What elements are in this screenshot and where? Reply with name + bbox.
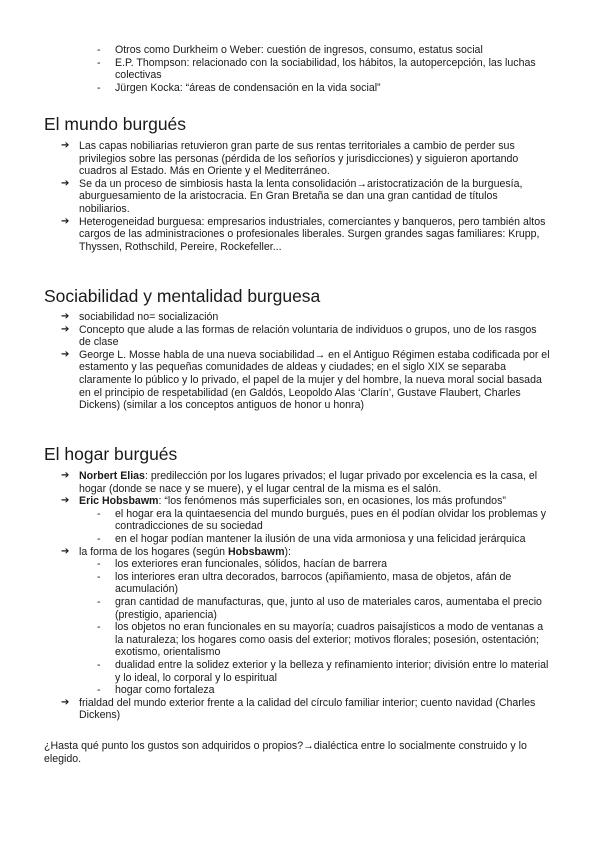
hogar-item-forma [0,546,550,559]
hogar-item-frialdad: ➔ frialdad del mundo exterior frente a la calidad del círculo familiar interior; cuento navidad (Charles Dickens) [0,697,550,722]
intro-dash-item: - E.P. Thompson: relacionado con la sociabilidad, los hábitos, la autopercepción, las luchas colectivas [0,57,550,82]
section-heading-mundo: El mundo burgués [44,114,187,134]
mundo-item: ➔ Se da un proceso de simbiosis hasta la lenta consolidación→aristocratización de la burguesía, aburguesamiento de la aristocracia. En Gran Bretaña se dan una gran cantidad de títulos nobiliarios. [0,178,550,216]
closing-paragraph: ¿Hasta qué punto los gustos son adquiridos o propios?→dialéctica entre lo socialmente construido y lo elegido. [44,740,527,765]
intro-dash-item: - Otros como Durkheim o Weber: cuestión de ingresos, consumo, estatus social [0,44,550,57]
hobsbawm-dash-item: - el hogar era la quintaesencia del mundo burgués, pues en él podían olvidar los problemas y contradicciones de su sociedad [0,508,550,533]
forma-dash-item: - los interiores eran ultra decorados, barrocos (apiñamiento, masa de objetos, afán de acumulación) [0,571,550,596]
forma-dash-item: - gran cantidad de manufacturas, que, junto al uso de materiales caros, aumentaba el precio (prestigio, apariencia) [0,596,550,621]
hogar-item-hobsbawm [0,495,550,508]
item-text: la forma de los hogares (según [79,545,228,558]
item-text: : predilección por los lugares privados; el lugar privado por excelencia es la casa, el hogar (donde se nace y se muere), y el lugar central de la misma es el salón. [79,470,538,495]
mundo-item: ➔ Las capas nobiliarias retuvieron gran parte de sus rentas territoriales a cambio de perder sus privilegios sobre las personas (pérdida de los señoríos y jurisdicciones) y siguieron aportando cuadros al Estado. Más en Oriente y el Mediterráneo. [0,140,550,178]
hobsbawm-dash-item: - en el hogar podían mantener la ilusión de una vida armoniosa y una felicidad jerárquica [0,533,550,546]
section-heading-sociabilidad: Sociabilidad y mentalidad burguesa [44,286,321,306]
mundo-item: ➔ Heterogeneidad burguesa: empresarios industriales, comerciantes y banqueros, pero también altos cargos de las administraciones o profesionales liberales. Surgen grandes sagas familiares: Krupp, Thyssen, Rothschild, Pereire, Rockefeller... [0,216,550,254]
mundo-list [0,140,600,253]
sociabilidad-list [0,311,600,412]
item-text: : “los fenómenos más superficiales son, en ocasiones, los más profundos” [158,495,506,508]
sociabilidad-item: ➔ Concepto que alude a las formas de relación voluntaria de individuos o grupos, uno de los rasgos de clase [0,324,550,349]
section-heading-hogar: El hogar burgués [44,444,178,464]
author-name: Eric Hobsbawm [79,495,159,508]
forma-dash-item: - dualidad entre la solidez exterior y la belleza y refinamiento interior; división entre lo material y lo ideal, lo corporal y lo espiritual [0,659,550,684]
author-name: Norbert Elias [79,470,145,482]
forma-dash-item: - los objetos no eran funcionales en su mayoría; cuadros paisajísticos a modo de ventanas a la naturaleza; los hogares como oasis del exterior; motivos florales; posesión, ostentación; exotismo, orientalismo [0,621,550,659]
author-name: Hobsbawm [228,545,285,558]
forma-dash-item: - los exteriores eran funcionales, sólidos, hacían de barrera [0,558,550,571]
forma-dash-item: - hogar como fortaleza [0,684,550,697]
intro-list [0,44,600,94]
hogar-item-elias [0,470,550,495]
item-text: ): [284,545,291,558]
intro-dash-item: - Jürgen Kocka: “áreas de condensación en la vida social” [0,82,550,95]
hogar-list [0,470,600,722]
sociabilidad-item: ➔ George L. Mosse habla de una nueva sociabilidad→ en el Antiguo Régimen estaba codificada por el estamento y las pequeñas comunidades de aldeas y ciudades; en el siglo XIX se separaba claramente lo público y lo privado, el papel de la mujer y del hombre, la nueva moral social basada en el principio de respetabilidad (en Galdós, Leopoldo Alas ‘Clarín’, Gustave Flaubert, Charles Dickens) (similar a los conceptos antiguos de honor u honra) [0,349,550,412]
sociabilidad-item: ➔ sociabilidad no= socialización [0,311,550,324]
